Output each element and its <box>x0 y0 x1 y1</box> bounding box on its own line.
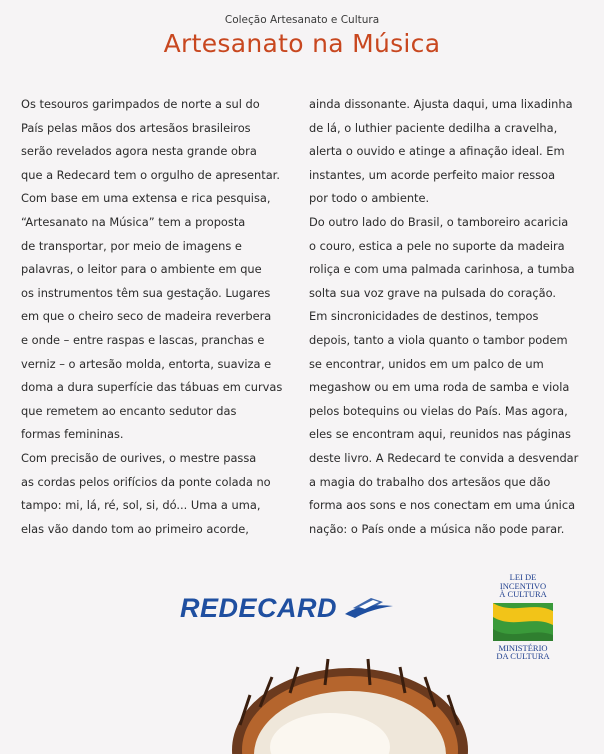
text-line: serão revelados agora nesta grande obra <box>21 144 257 159</box>
page-title: Artesanato na Música <box>163 29 441 58</box>
text-line: Com base em uma extensa e rica pesquisa, <box>21 191 271 206</box>
text-line: pelos botequins ou vielas do País. Mas agora, <box>309 403 568 418</box>
text-line: ainda dissonante. Ajusta daqui, uma lixadinha <box>309 97 573 111</box>
text-line: solta sua voz grave na pulsada do coração. <box>309 285 556 300</box>
text-line: de lá, o luthier paciente dedilha a cravelha, <box>309 120 558 135</box>
series-label: Coleção Artesanato e Cultura <box>224 14 380 26</box>
text-line: as cordas pelos orifícios da ponte colada no <box>21 474 271 489</box>
text-line: tampo: mi, lá, ré, sol, si, dó... Uma a uma, <box>21 498 261 513</box>
text-line: formas femininas. <box>21 427 124 442</box>
law-line-2: INCENTIVO <box>499 580 547 591</box>
text-line: roliça e com uma palmada carinhosa, a tumba <box>309 262 575 277</box>
text-line: palavras, o leitor para o ambiente em que <box>21 262 262 277</box>
text-line: os instrumentos têm sua gestação. Lugares <box>21 285 271 300</box>
text-line: Com precisão de ourives, o mestre passa <box>21 450 257 465</box>
text-line: eles se encontram aqui, reunidos nas páginas <box>309 427 571 442</box>
text-line: forma aos sons e nos conectam em uma única <box>309 498 576 513</box>
text-line: doma a dura superfície das tábuas em curvas <box>21 380 283 395</box>
text-line: se encontrar, unidos em um palco de um <box>309 356 544 371</box>
text-line: elas vão dando tom ao primeiro acorde, <box>21 521 249 536</box>
text-line: instantes, um acorde perfeito maior ressoa <box>309 167 556 182</box>
text-line: Em sincronicidades de destinos, tempos <box>309 309 539 324</box>
redecard-wordmark: REDECARD <box>180 592 338 623</box>
text-line: País pelas mãos dos artesãos brasileiros <box>21 120 251 135</box>
text-line: em que o cheiro seco de madeira reverbera <box>21 309 272 324</box>
text-line: e onde – entre raspas e lascas, pranchas e <box>21 332 265 347</box>
text-line: alerta o ouvido e atinge a afinação ideal. Em <box>309 144 565 159</box>
text-column-left <box>21 93 293 541</box>
redecard-swoosh-icon <box>343 594 395 622</box>
text-line: Os tesouros garimpados de norte a sul do <box>21 97 260 111</box>
text-line: o couro, estica a pele no suporte da madeira <box>309 238 565 253</box>
text-column-right <box>309 93 589 541</box>
text-line: megashow ou em uma roda de samba e viola <box>309 380 570 395</box>
text-line: Do outro lado do Brasil, o tamboreiro acaricia <box>309 214 569 229</box>
text-line: depois, tanto a viola quanto o tambor podem <box>309 332 568 347</box>
law-line-4: MINISTÉRIO <box>498 642 548 653</box>
text-line: por todo o ambiente. <box>309 191 430 206</box>
text-line: verniz – o artesão molda, entorta, suaviza e <box>21 356 272 371</box>
drum-photo <box>210 655 490 754</box>
text-line: que remetem ao encanto sedutor das <box>21 403 237 418</box>
lei-incentivo-logo <box>488 573 558 661</box>
text-line: nação: o País onde a música não pode parar. <box>309 521 565 536</box>
text-line: deste livro. A Redecard te convida a desvendar <box>309 450 579 465</box>
law-line-3: À CULTURA <box>499 589 547 599</box>
text-line: que a Redecard tem o orgulho de apresentar. <box>21 167 280 182</box>
redecard-logo <box>180 593 395 623</box>
law-line-1: LEI DE <box>509 572 537 582</box>
text-line: de transportar, por meio de imagens e <box>21 238 242 253</box>
text-line: a magia do trabalho dos artesãos que dão <box>309 474 551 489</box>
text-line: “Artesanato na Música” tem a proposta <box>21 214 246 229</box>
law-line-5: DA CULTURA <box>496 651 550 661</box>
brazil-flag-icon <box>493 603 553 641</box>
